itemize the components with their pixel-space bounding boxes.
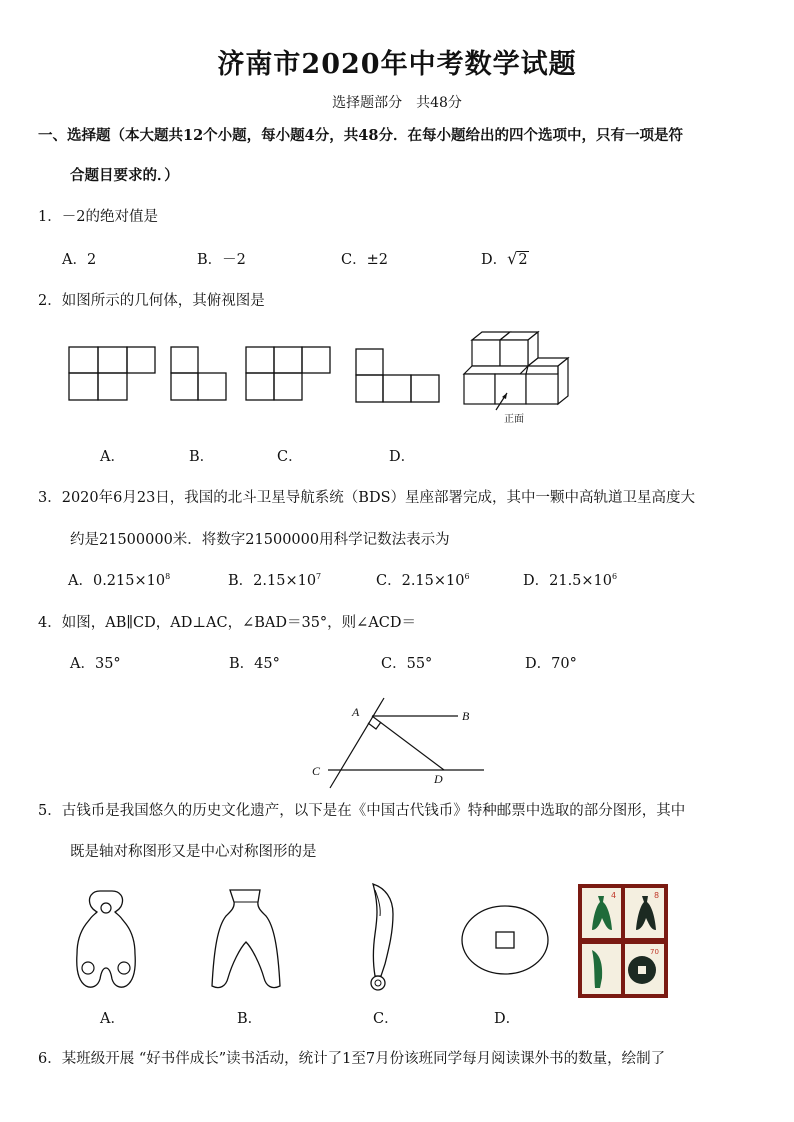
q3-option-b — [228, 569, 321, 590]
q5-stem-line2: 既是轴对称图形又是中心对称图形的是 — [70, 844, 317, 860]
q3-option-c-base: C．2.15×10 — [376, 573, 465, 589]
q4-option-c: C．55° — [381, 656, 433, 672]
q3-option-d — [523, 569, 617, 590]
q2-solid-figure — [462, 330, 574, 412]
q2-option-a: A． — [100, 449, 125, 465]
q2-option-c: C． — [277, 449, 303, 465]
q1-option-d-prefix: D． — [481, 252, 508, 268]
q1-stem: 1．－2的绝对值是 — [38, 209, 158, 225]
stamp-1-value: 4 — [611, 891, 617, 900]
q4-option-a: A．35° — [70, 656, 121, 672]
q2-option-d: D． — [389, 449, 416, 465]
q5-option-b: B． — [237, 1011, 263, 1027]
q2-option-d-figure — [355, 348, 443, 404]
q2-option-b: B． — [189, 449, 215, 465]
q2-option-c-figure — [245, 346, 333, 402]
q5-coin-a-figure — [70, 888, 142, 992]
stamp-4-value: 70 — [650, 948, 659, 956]
q5-option-c: C． — [373, 1011, 399, 1027]
q4-label-c: C — [312, 764, 321, 778]
page-subtitle: 选择题部分 共48分 — [332, 95, 462, 111]
q5-option-a: A． — [100, 1011, 125, 1027]
q1-option-d-value: 2 — [518, 252, 528, 268]
q3-option-c-exp: 6 — [464, 572, 470, 581]
q3-option-b-base: B．2.15×10 — [228, 573, 317, 589]
q3-option-d-exp: 6 — [612, 572, 618, 581]
q3-option-d-base: D．21.5×10 — [523, 573, 613, 589]
q2-option-a-figure — [68, 346, 158, 402]
q5-coin-d-figure — [460, 904, 550, 976]
q5-option-d: D． — [494, 1011, 521, 1027]
q3-option-b-exp: 7 — [316, 572, 322, 581]
page-title: 济南市2020年中考数学试题 — [217, 49, 577, 80]
section-heading-line2: 合题目要求的．） — [70, 167, 179, 184]
q5-coin-c-figure — [355, 880, 405, 1000]
q5-coin-b-figure — [208, 886, 284, 994]
q1-option-d — [481, 248, 529, 269]
sqrt-sign-icon: √ — [507, 249, 518, 268]
stamp-2-value: 8 — [654, 891, 660, 900]
q2-front-label: 正面 — [504, 414, 524, 425]
q3-stem-line2: 约是21500000米．将数字21500000用科学记数法表示为 — [70, 532, 450, 548]
q4-stem: 4．如图，AB∥CD，AD⊥AC，∠BAD＝35°，则∠ACD＝ — [38, 615, 417, 631]
q4-label-a: A — [352, 705, 360, 719]
q3-option-a-base: A．0.215×10 — [68, 573, 166, 589]
q1-option-c: C．±2 — [341, 252, 388, 268]
stamp-4-coin-hole-icon — [638, 966, 646, 974]
q1-option-a: A．2 — [62, 252, 97, 268]
q3-option-c — [376, 569, 470, 590]
q2-stem: 2．如图所示的几何体，其俯视图是 — [38, 293, 265, 309]
q4-option-d: D．70° — [525, 656, 577, 672]
q6-stem-line1: 6．某班级开展 “好书伴成长”读书活动，统计了1至7月份该班同学每月阅读课外书的数量，绘制了 — [38, 1051, 666, 1067]
section-heading-line1: 一、选择题（本大题共12个小题，每小题4分，共48分．在每小题给出的四个选项中，只有一项是符 — [38, 127, 683, 144]
q4-label-d: D — [434, 772, 443, 786]
q4-geometry-figure — [308, 696, 498, 792]
q4-label-b: B — [462, 709, 470, 723]
q3-option-a — [68, 569, 170, 590]
q1-option-b: B．－2 — [197, 252, 246, 268]
q5-stamp-set-image — [578, 884, 668, 998]
q4-option-b: B．45° — [229, 656, 280, 672]
q3-option-a-exp: 8 — [165, 572, 171, 581]
q3-stem-line1: 3．2020年6月23日，我国的北斗卫星导航系统（BDS）星座部署完成，其中一颗中高轨道卫星高度大 — [38, 490, 696, 506]
q2-option-b-figure — [170, 346, 228, 402]
q5-stem-line1: 5．古钱币是我国悠久的历史文化遗产，以下是在《中国古代钱币》特种邮票中选取的部分图形，其中 — [38, 803, 686, 819]
